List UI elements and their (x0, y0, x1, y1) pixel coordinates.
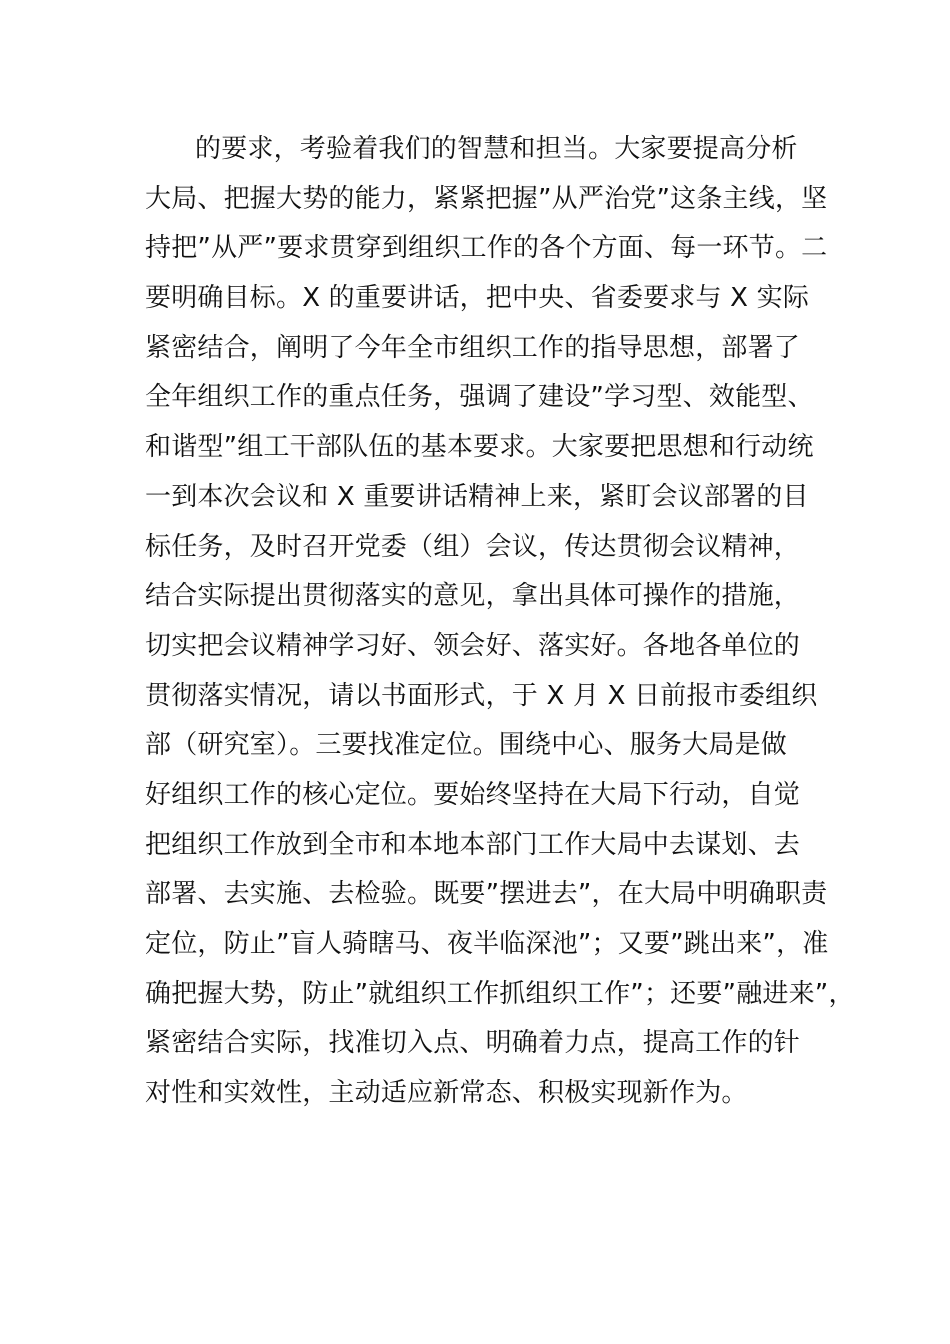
text-line: 全年组织工作的重点任务，强调了建设”学习型、效能型、 (145, 382, 814, 413)
text-line: 对性和实效性，主动适应新常态、积极实现新作为。 (145, 1078, 748, 1109)
text-line: 结合实际提出贯彻落实的意见，拿出具体可操作的措施， (145, 581, 801, 612)
text-line: 和谐型”组工干部队伍的基本要求。大家要把思想和行动统 (145, 432, 814, 463)
text-line: 的要求，考验着我们的智慧和担当。大家要提高分析 (195, 134, 798, 164)
text-line: 紧密结合实际，找准切入点、明确着力点，提高工作的针 (145, 1028, 801, 1059)
text-line: 标任务，及时召开党委（组）会议，传达贯彻会议精神， (145, 531, 801, 562)
text-line: 好组织工作的核心定位。要始终坚持在大局下行动，自觉 (145, 779, 801, 810)
text-line: 一到本次会议和 X 重要讲话精神上来，紧盯会议部署的目 (145, 481, 809, 512)
body-paragraph (145, 125, 855, 1119)
text-line: 大局、把握大势的能力，紧紧把握”从严治党”这条主线，坚 (145, 183, 828, 214)
text-line: 定位，防止”盲人骑瞎马、夜半临深池”；又要”跳出来”，准 (145, 929, 829, 959)
text-line: 贯彻落实情况，请以书面形式，于 X 月 X 日前报市委组织 (145, 680, 818, 711)
text-line: 紧密结合，阐明了今年全市组织工作的指导思想，部署了 (145, 332, 801, 363)
text-line: 部署、去实施、去检验。既要”摆进去”，在大局中明确职责 (145, 879, 828, 910)
text-line: 把组织工作放到全市和本地本部门工作大局中去谋划、去 (145, 829, 801, 860)
text-line: 确把握大势，防止”就组织工作抓组织工作”；还要”融进来”， (145, 978, 855, 1009)
text-line: 要明确目标。X 的重要讲话，把中央、省委要求与 X 实际 (145, 283, 810, 314)
text-line: 切实把会议精神学习好、领会好、落实好。各地各单位的 (145, 630, 801, 661)
text-line: 持把”从严”要求贯穿到组织工作的各个方面、每一环节。二 (145, 233, 828, 264)
text-line: 部（研究室）。三要找准定位。围绕中心、服务大局是做 (145, 730, 788, 761)
